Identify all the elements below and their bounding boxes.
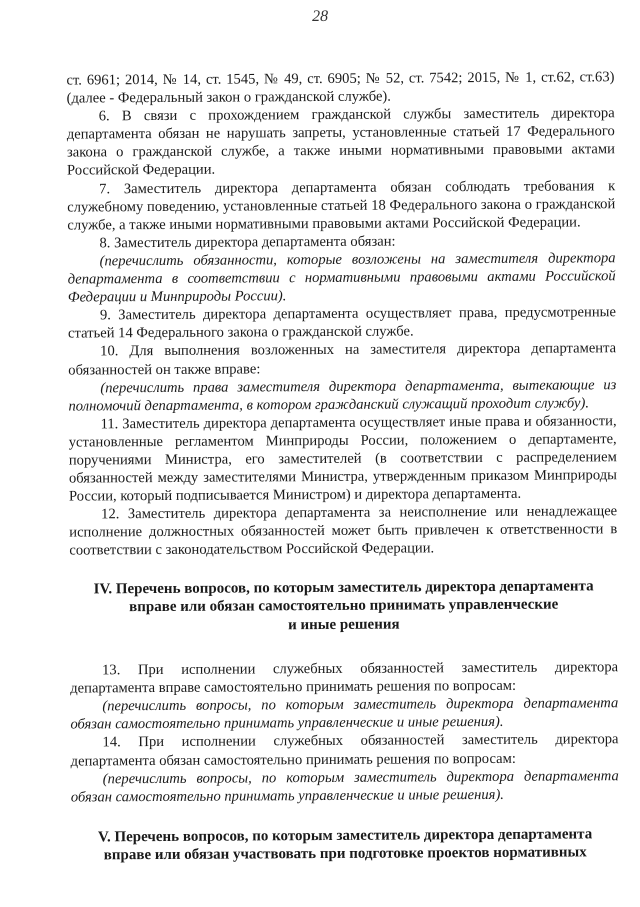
paragraph-10: 10. Для выполнения возложенных на заместителя директора департамента обязанностей он также вправе: bbox=[68, 340, 617, 379]
paragraph-8: 8. Заместитель директора департамента обязан: bbox=[99, 233, 396, 252]
paragraph-6: 6. В связи с прохождением гражданской службы заместитель директора департамента обязан не нарушать запреты, установленные статьей 17 Федерального закона о гражданской службе, а также иными нормативными правовыми актами Российской Федерации. bbox=[66, 105, 615, 180]
paragraph-law-citation: ст. 6961; 2014, № 14, ст. 1545, № 49, ст. 6905; № 52, ст. 7542; 2015, № 1, ст.62, ст.63) (далее - Федеральный закон о гражданской службе). bbox=[66, 69, 615, 107]
paragraph-9: 9. Заместитель директора департамента осуществляет права, предусмотренные статьей 14 Федерального закона о гражданской службе. bbox=[67, 304, 616, 342]
paragraph-13: 13. При исполнении служебных обязанностей заместитель директора департамента вправе самостоятельно принимать решения по вопросам: bbox=[70, 659, 619, 697]
section-heading-5-line-1: V. Перечень вопросов, по которым заместитель директора департамента bbox=[97, 826, 593, 846]
page-number: 28 bbox=[312, 7, 329, 26]
paragraph-10-note: (перечислить права заместителя директора департамента, вытекающие из полномочий департамента, в котором гражданский служащий проходит службу). bbox=[68, 376, 617, 415]
section-heading-5-line-2: вправе или обязан участвовать при подготовке проектов нормативных bbox=[103, 844, 587, 864]
paragraph-13-note: (перечислить вопросы, по которым заместитель директора департамента обязан самостоятельно принимать управленческие и иные решения). bbox=[70, 695, 619, 733]
paragraph-7: 7. Заместитель директора департамента обязан соблюдать требования к служебному поведению, установленные статьей 18 Федерального закона о гражданской службе, а также иными нормативными правовыми актами Российской Федерации. bbox=[67, 177, 616, 234]
document-body bbox=[66, 68, 619, 865]
paragraph-14-note: (перечислить вопросы, по которым заместитель директора департамента обязан самостоятельно принимать управленческие и иные решения). bbox=[70, 767, 619, 806]
section-heading-4-line-3: и иные решения bbox=[288, 616, 400, 633]
section-heading-5 bbox=[71, 825, 619, 865]
paragraph-14: 14. При исполнении служебных обязанностей заместитель директора департамента обязан самостоятельно принимать решения по вопросам: bbox=[70, 731, 619, 770]
section-heading-4-line-2: вправе или обязан самостоятельно принимать управленческие bbox=[129, 596, 559, 616]
paragraph-8-note: (перечислить обязанности, которые возложены на заместителя директора департамента в соответствии с нормативными правовыми актами Российской Федерации и Минприроды России). bbox=[67, 250, 616, 306]
section-heading-4 bbox=[70, 577, 618, 636]
paragraph-11: 11. Заместитель директора департамента осуществляет иные права и обязанности, установленные регламентом Минприроды России, положением о департаменте, поручениями Министра, его заместителей (в соответствии с распределением обязанностей между заместителями Министра, утвержденным приказом Минприроды России, который подписывается Министром) и директора департамента. bbox=[68, 412, 617, 505]
paragraph-12: 12. Заместитель директора департамента за неисполнение или ненадлежащее исполнение должностных обязанностей может быть привлечен к ответственности в соответствии с законодательством Российской Федерации. bbox=[69, 503, 618, 559]
section-heading-4-line-1: IV. Перечень вопросов, по которым заместитель директора департамента bbox=[93, 577, 594, 597]
